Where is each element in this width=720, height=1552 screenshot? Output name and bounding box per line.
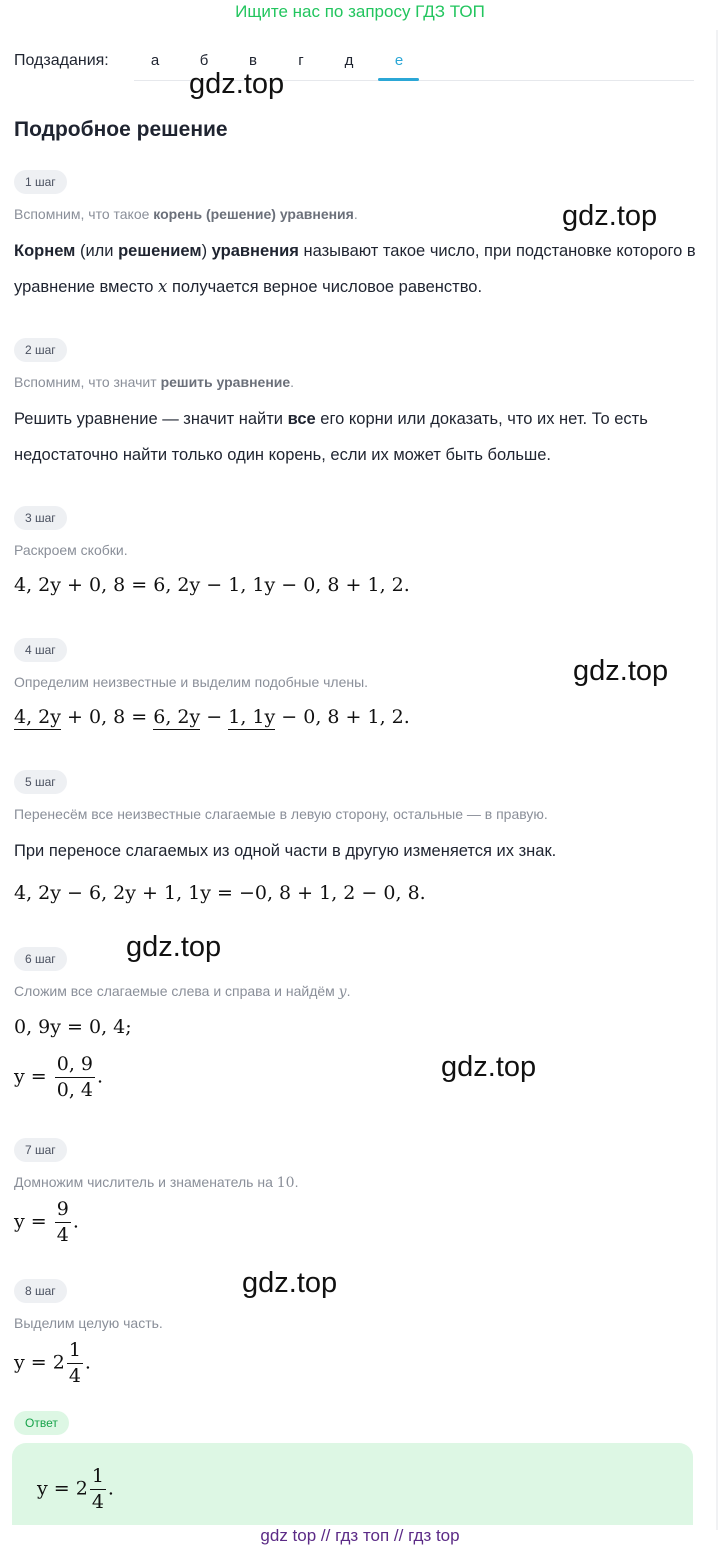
equation-underlined: 4, 2y + 0, 8 = 6, 2y − 1, 1y − 0, 8 + 1, 2.	[14, 706, 410, 728]
footer-links[interactable]: gdz top // гдз топ // гдз top	[260, 1526, 460, 1545]
equation-fraction: y = $\frac{9}{4}$ .	[14, 1198, 79, 1246]
fraction: $\frac{0, 9}{0, 4}$	[56, 1053, 93, 1101]
step-text: Решить уравнение — значит найти все его корни или доказать, что их нет. То есть недостаточно найти только один корень, если их может быть больше.	[14, 410, 648, 464]
equation: 4, 2y + 0, 8 = 6, 2y − 1, 1y − 0, 8 + 1, 2.	[14, 574, 410, 596]
tab-a[interactable]: а	[150, 52, 160, 69]
step-text: При переносе слагаемых из одной части в другую изменяется их знак.	[14, 842, 557, 860]
step-hint: Вспомним, что такое корень (решение) уравнения.	[14, 206, 358, 222]
step-hint: Сложим все слагаемые слева и справа и найдём y.	[14, 983, 351, 1000]
step-badge: 1 шаг	[14, 170, 67, 194]
step-text: Корнем (или решением) уравнения называют такое число, при подстановке которого в уравнение вместо x получается верное числовое равенство.	[14, 242, 696, 296]
watermark: gdz.top	[441, 1051, 537, 1083]
tab-v[interactable]: в	[249, 52, 257, 69]
solution-heading: Подробное решение	[14, 118, 228, 141]
watermark: gdz.top	[189, 68, 285, 100]
equation-fraction: y = $\frac{0, 9}{0, 4}$ .	[14, 1053, 104, 1101]
step-badge: 8 шаг	[14, 1279, 67, 1303]
equation: 4, 2y − 6, 2y + 1, 1y = −0, 8 + 1, 2 − 0, 8.	[14, 882, 426, 904]
page-edge	[716, 30, 718, 1530]
tab-d[interactable]: д	[344, 52, 354, 69]
subtasks-label: Подзадания:	[14, 52, 109, 69]
answer-equation: y = 2 $\frac{1}{4}$ .	[37, 1465, 114, 1513]
watermark: gdz.top	[573, 655, 669, 687]
step-hint: Перенесём все неизвестные слагаемые в левую сторону, остальные — в правую.	[14, 806, 548, 822]
search-promo-banner[interactable]: Ищите нас по запросу ГДЗ ТОП	[235, 2, 485, 21]
tab-e-active[interactable]: е	[394, 52, 404, 69]
fraction: $\frac{9}{4}$	[56, 1198, 69, 1246]
watermark: gdz.top	[242, 1267, 338, 1299]
fraction: $\frac{1}{4}$	[68, 1339, 81, 1387]
step-hint: Домножим числитель и знаменатель на 10.	[14, 1174, 299, 1191]
step-badge: 2 шаг	[14, 338, 67, 362]
step-hint: Вспомним, что значит решить уравнение.	[14, 374, 295, 390]
step-hint: Раскроем скобки.	[14, 542, 128, 558]
step-badge: 5 шаг	[14, 770, 67, 794]
step-badge: 3 шаг	[14, 506, 67, 530]
watermark: gdz.top	[126, 931, 222, 963]
step-badge: 7 шаг	[14, 1138, 67, 1162]
step-badge: 6 шаг	[14, 947, 67, 971]
tab-b[interactable]: б	[199, 52, 209, 69]
watermark: gdz.top	[562, 200, 658, 232]
equation-mixed-number: y = 2 $\frac{1}{4}$ .	[14, 1339, 91, 1387]
answer-badge: Ответ	[14, 1411, 69, 1435]
step-hint: Определим неизвестные и выделим подобные члены.	[14, 674, 369, 690]
step-hint: Выделим целую часть.	[14, 1315, 163, 1331]
equation: 0, 9y = 0, 4;	[14, 1016, 132, 1038]
step-badge: 4 шаг	[14, 638, 67, 662]
answer-box	[12, 1443, 693, 1525]
active-tab-indicator	[378, 78, 419, 81]
fraction: $\frac{1}{4}$	[91, 1465, 104, 1513]
tab-g[interactable]: г	[298, 52, 304, 69]
